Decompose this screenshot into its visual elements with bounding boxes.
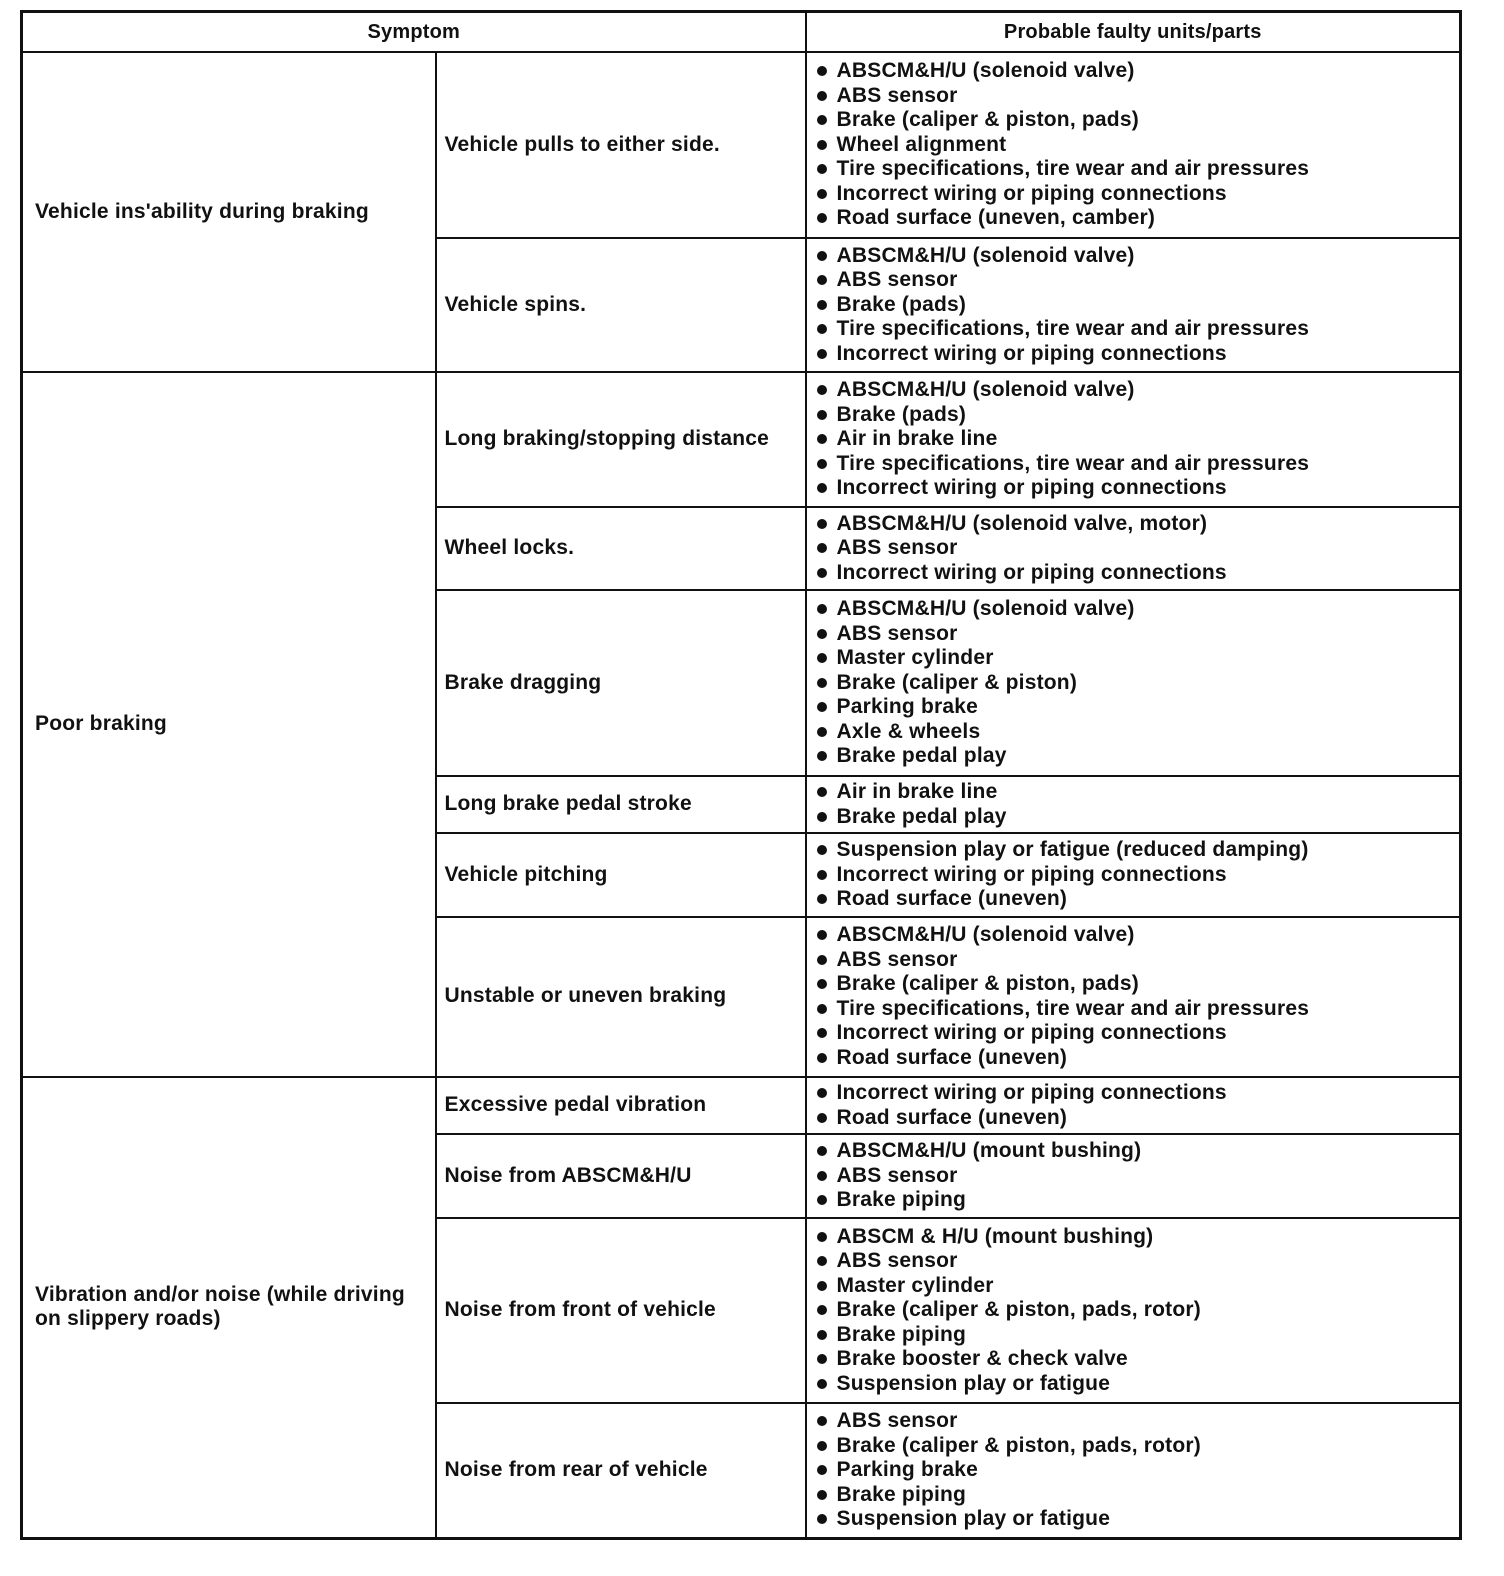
part-label: Axle & wheels xyxy=(836,719,981,743)
part-label: ABSCM&H/U (solenoid valve) xyxy=(836,923,1135,947)
part-label: ABSCM&H/U (solenoid valve) xyxy=(836,243,1135,267)
parts-header: Probable faulty units/parts xyxy=(806,12,1461,53)
part-label: Tire specifications, tire wear and air pressures xyxy=(836,996,1310,1020)
list-item xyxy=(815,997,1452,1022)
parts-cell xyxy=(806,833,1461,916)
bullet-icon xyxy=(817,483,827,493)
list-item xyxy=(815,1483,1452,1508)
part-label: Suspension play or fatigue (reduced damping) xyxy=(836,838,1309,862)
list-item xyxy=(815,948,1452,973)
list-item xyxy=(815,780,1452,805)
part-label: Wheel alignment xyxy=(836,132,1007,156)
list-item xyxy=(815,1106,1452,1131)
list-item xyxy=(815,1458,1452,1483)
part-label: Road surface (uneven) xyxy=(836,1105,1068,1129)
list-item xyxy=(815,863,1452,888)
list-item xyxy=(815,1372,1452,1397)
part-label: Road surface (uneven) xyxy=(836,1045,1068,1069)
part-label: Incorrect wiring or piping connections xyxy=(836,341,1227,365)
list-item xyxy=(815,838,1452,863)
part-label: ABSCM&H/U (solenoid valve, motor) xyxy=(836,511,1208,535)
list-item xyxy=(815,1347,1452,1372)
part-label: ABS sensor xyxy=(836,1163,958,1187)
parts-cell xyxy=(806,1403,1461,1538)
part-label: Brake (caliper & piston, pads) xyxy=(836,972,1139,996)
part-label: Tire specifications, tire wear and air pressures xyxy=(836,451,1310,475)
parts-list xyxy=(815,778,1452,831)
bullet-icon xyxy=(817,702,827,712)
bullet-icon xyxy=(817,1113,827,1123)
list-item xyxy=(815,268,1452,293)
parts-list xyxy=(815,1407,1452,1534)
list-item xyxy=(815,1021,1452,1046)
bullet-icon xyxy=(817,213,827,223)
parts-cell xyxy=(806,238,1461,373)
list-item xyxy=(815,206,1452,231)
symptom-cell: Wheel locks. xyxy=(436,507,806,590)
list-item xyxy=(815,536,1452,561)
symptom-cell: Noise from ABSCM&H/U xyxy=(436,1134,806,1217)
list-item xyxy=(815,1081,1452,1106)
bullet-icon xyxy=(817,979,827,989)
list-item xyxy=(815,512,1452,537)
symptom-cell: Vehicle spins. xyxy=(436,238,806,373)
bullet-icon xyxy=(817,1028,827,1038)
parts-cell xyxy=(806,507,1461,590)
list-item xyxy=(815,1139,1452,1164)
list-item xyxy=(815,1274,1452,1299)
symptom-cell: Noise from rear of vehicle xyxy=(436,1403,806,1538)
bullet-icon xyxy=(817,1379,827,1389)
part-label: Incorrect wiring or piping connections xyxy=(836,181,1227,205)
bullet-icon xyxy=(817,1088,827,1098)
bullet-icon xyxy=(817,410,827,420)
list-item xyxy=(815,1323,1452,1348)
parts-list xyxy=(815,1223,1452,1399)
parts-list xyxy=(815,595,1452,771)
list-item xyxy=(815,84,1452,109)
list-item xyxy=(815,1046,1452,1071)
list-item xyxy=(815,695,1452,720)
bullet-icon xyxy=(817,300,827,310)
list-item xyxy=(815,744,1452,769)
symptom-cell: Brake dragging xyxy=(436,590,806,776)
bullet-icon xyxy=(817,459,827,469)
list-item xyxy=(815,157,1452,182)
list-item xyxy=(815,317,1452,342)
bullet-icon xyxy=(817,1004,827,1014)
bullet-icon xyxy=(817,870,827,880)
parts-list xyxy=(815,836,1452,914)
part-label: Air in brake line xyxy=(836,427,998,451)
parts-list xyxy=(815,921,1452,1072)
list-item xyxy=(815,1409,1452,1434)
list-item xyxy=(815,720,1452,745)
bullet-icon xyxy=(817,189,827,199)
list-item xyxy=(815,646,1452,671)
part-label: Incorrect wiring or piping connections xyxy=(836,1021,1227,1045)
table-row xyxy=(22,52,1461,238)
part-label: Brake (caliper & piston, pads, rotor) xyxy=(836,1298,1201,1322)
bullet-icon xyxy=(817,568,827,578)
part-label: Tire specifications, tire wear and air pressures xyxy=(836,157,1310,181)
list-item xyxy=(815,671,1452,696)
list-item xyxy=(815,476,1452,501)
bullet-icon xyxy=(817,543,827,553)
part-label: Road surface (uneven) xyxy=(836,887,1068,911)
part-label: Master cylinder xyxy=(836,1273,994,1297)
list-item xyxy=(815,378,1452,403)
parts-list xyxy=(815,1137,1452,1215)
part-label: Incorrect wiring or piping connections xyxy=(836,560,1227,584)
parts-cell xyxy=(806,776,1461,834)
list-item xyxy=(815,133,1452,158)
parts-list xyxy=(815,376,1452,503)
list-item xyxy=(815,1249,1452,1274)
symptom-header: Symptom xyxy=(22,12,806,53)
bullet-icon xyxy=(817,519,827,529)
bullet-icon xyxy=(817,812,827,822)
part-label: Road surface (uneven, camber) xyxy=(836,206,1156,230)
part-label: Tire specifications, tire wear and air pressures xyxy=(836,317,1310,341)
bullet-icon xyxy=(817,751,827,761)
list-item xyxy=(815,403,1452,428)
list-item xyxy=(815,1434,1452,1459)
parts-list xyxy=(815,1079,1452,1132)
part-label: ABS sensor xyxy=(836,1409,958,1433)
bullet-icon xyxy=(817,1146,827,1156)
bullet-icon xyxy=(817,894,827,904)
list-item xyxy=(815,622,1452,647)
bullet-icon xyxy=(817,1053,827,1063)
list-item xyxy=(815,59,1452,84)
list-item xyxy=(815,244,1452,269)
symptom-cell: Unstable or uneven braking xyxy=(436,917,806,1077)
bullet-icon xyxy=(817,727,827,737)
part-label: Brake (caliper & piston, pads) xyxy=(836,108,1139,132)
part-label: Brake (caliper & piston, pads, rotor) xyxy=(836,1433,1201,1457)
part-label: ABSCM&H/U (mount bushing) xyxy=(836,1139,1142,1163)
parts-list xyxy=(815,510,1452,588)
bullet-icon xyxy=(817,845,827,855)
part-label: Brake piping xyxy=(836,1188,967,1212)
part-label: Master cylinder xyxy=(836,646,994,670)
list-item xyxy=(815,427,1452,452)
part-label: Parking brake xyxy=(836,695,978,719)
bullet-icon xyxy=(817,1171,827,1181)
bullet-icon xyxy=(817,629,827,639)
bullet-icon xyxy=(817,1330,827,1340)
part-label: ABS sensor xyxy=(836,947,958,971)
part-label: ABSCM&H/U (solenoid valve) xyxy=(836,597,1135,621)
bullet-icon xyxy=(817,140,827,150)
bullet-icon xyxy=(817,385,827,395)
bullet-icon xyxy=(817,653,827,663)
bullet-icon xyxy=(817,349,827,359)
part-label: Brake piping xyxy=(836,1482,967,1506)
part-label: ABSCM&H/U (solenoid valve) xyxy=(836,378,1135,402)
part-label: ABS sensor xyxy=(836,83,958,107)
list-item xyxy=(815,972,1452,997)
parts-cell xyxy=(806,52,1461,238)
symptom-cell: Vehicle pitching xyxy=(436,833,806,916)
list-item xyxy=(815,887,1452,912)
symptom-cell: Vehicle pulls to either side. xyxy=(436,52,806,238)
bullet-icon xyxy=(817,164,827,174)
bullet-icon xyxy=(817,930,827,940)
header-row xyxy=(22,12,1461,53)
bullet-icon xyxy=(817,1256,827,1266)
bullet-icon xyxy=(817,1305,827,1315)
symptom-group-cell: Vehicle ins'ability during braking xyxy=(22,52,436,372)
list-item xyxy=(815,1225,1452,1250)
list-item xyxy=(815,342,1452,367)
bullet-icon xyxy=(817,115,827,125)
bullet-icon xyxy=(817,251,827,261)
list-item xyxy=(815,182,1452,207)
bullet-icon xyxy=(817,955,827,965)
list-item xyxy=(815,1164,1452,1189)
part-label: Brake pedal play xyxy=(836,804,1007,828)
parts-cell xyxy=(806,1077,1461,1135)
list-item xyxy=(815,1188,1452,1213)
bullet-icon xyxy=(817,1281,827,1291)
part-label: Brake (pads) xyxy=(836,402,967,426)
part-label: Brake booster & check valve xyxy=(836,1347,1128,1371)
part-label: Incorrect wiring or piping connections xyxy=(836,476,1227,500)
part-label: ABS sensor xyxy=(836,1249,958,1273)
bullet-icon xyxy=(817,1232,827,1242)
list-item xyxy=(815,597,1452,622)
parts-cell xyxy=(806,1134,1461,1217)
symptom-cell: Noise from front of vehicle xyxy=(436,1218,806,1404)
list-item xyxy=(815,805,1452,830)
part-label: ABSCM&H/U (solenoid valve) xyxy=(836,59,1135,83)
symptom-group-cell: Vibration and/or noise (while driving on slippery roads) xyxy=(22,1077,436,1539)
list-item xyxy=(815,561,1452,586)
list-item xyxy=(815,108,1452,133)
parts-cell xyxy=(806,590,1461,776)
part-label: Brake (caliper & piston) xyxy=(836,670,1078,694)
bullet-icon xyxy=(817,678,827,688)
bullet-icon xyxy=(817,91,827,101)
part-label: Parking brake xyxy=(836,1458,978,1482)
parts-cell xyxy=(806,1218,1461,1404)
list-item xyxy=(815,923,1452,948)
symptom-group-cell: Poor braking xyxy=(22,372,436,1076)
part-label: ABS sensor xyxy=(836,268,958,292)
bullet-icon xyxy=(817,787,827,797)
bullet-icon xyxy=(817,1354,827,1364)
parts-cell xyxy=(806,917,1461,1077)
bullet-icon xyxy=(817,1465,827,1475)
symptom-cell: Excessive pedal vibration xyxy=(436,1077,806,1135)
table-body xyxy=(22,52,1461,1539)
part-label: Brake piping xyxy=(836,1322,967,1346)
part-label: Brake pedal play xyxy=(836,744,1007,768)
part-label: Suspension play or fatigue xyxy=(836,1371,1111,1395)
part-label: Suspension play or fatigue xyxy=(836,1507,1111,1531)
list-item xyxy=(815,1507,1452,1532)
list-item xyxy=(815,293,1452,318)
part-label: ABSCM & H/U (mount bushing) xyxy=(836,1224,1154,1248)
table-row xyxy=(22,1077,1461,1135)
part-label: ABS sensor xyxy=(836,536,958,560)
bullet-icon xyxy=(817,1441,827,1451)
list-item xyxy=(815,1298,1452,1323)
list-item xyxy=(815,452,1452,477)
part-label: ABS sensor xyxy=(836,621,958,645)
bullet-icon xyxy=(817,1490,827,1500)
part-label: Incorrect wiring or piping connections xyxy=(836,1081,1227,1105)
bullet-icon xyxy=(817,1514,827,1524)
bullet-icon xyxy=(817,1195,827,1205)
parts-list xyxy=(815,242,1452,369)
symptom-cell: Long braking/stopping distance xyxy=(436,372,806,507)
symptom-cell: Long brake pedal stroke xyxy=(436,776,806,834)
parts-cell xyxy=(806,372,1461,507)
table-row xyxy=(22,372,1461,507)
bullet-icon xyxy=(817,434,827,444)
part-label: Brake (pads) xyxy=(836,292,967,316)
parts-list xyxy=(815,57,1452,233)
troubleshooting-table xyxy=(20,10,1462,1540)
part-label: Incorrect wiring or piping connections xyxy=(836,862,1227,886)
part-label: Air in brake line xyxy=(836,780,998,804)
bullet-icon xyxy=(817,66,827,76)
bullet-icon xyxy=(817,275,827,285)
bullet-icon xyxy=(817,324,827,334)
bullet-icon xyxy=(817,1416,827,1426)
bullet-icon xyxy=(817,604,827,614)
